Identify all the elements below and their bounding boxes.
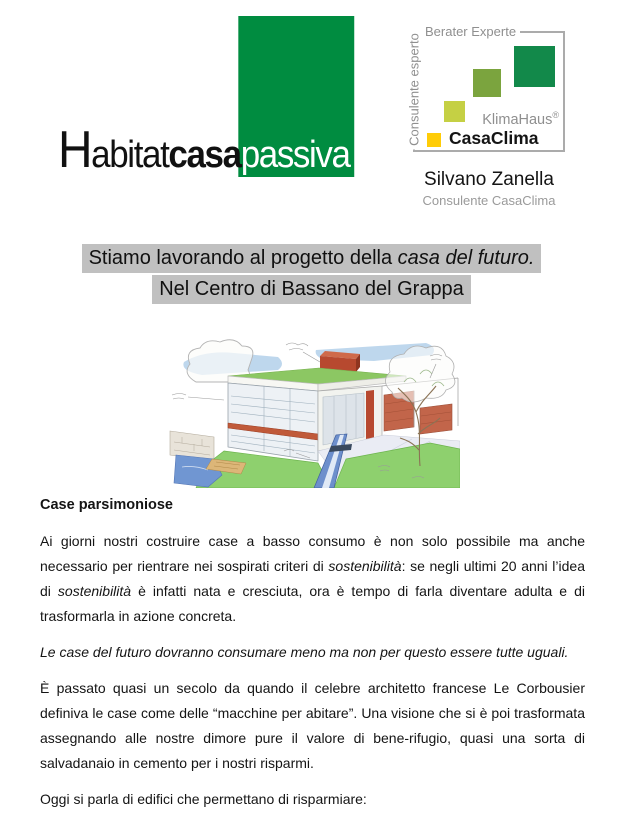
logo-part-casa: casa	[168, 134, 241, 176]
headline-line1-normal: Stiamo lavorando al progetto della	[88, 247, 398, 269]
consulente-esperto-label: Consulente esperto	[407, 30, 422, 150]
casaclima-wordmark: CasaClima	[449, 128, 539, 148]
habitatcasapassiva-logo	[58, 8, 388, 179]
habitatcasapassiva-wordmark	[58, 120, 350, 180]
registered-mark: ®	[552, 110, 559, 120]
paragraph-2: È passato quasi un secolo da quando il celebre architetto francese Le Corbousier definiva le case come delle “macchine per abitare”. Una visione che si è poi trasformata assegnando alle nostre dimore pure il valore di bene-rifugio, quasi una sorta di salvadanaio in cemento per i nostri risparmi.	[40, 680, 585, 771]
headline-line-2	[0, 278, 623, 301]
article-body	[40, 496, 585, 816]
step-square-yellowgreen	[444, 101, 465, 122]
paragraph-1	[40, 529, 585, 629]
step-square-yellow	[427, 133, 441, 147]
p1-italic-1: sostenibilità	[328, 558, 402, 574]
headline-line2-text: Nel Centro di Bassano del Grappa	[152, 275, 471, 304]
consultant-role: Consulente CasaClima	[422, 193, 556, 208]
headline-line1-italic: casa del futuro.	[397, 247, 535, 269]
headline	[0, 247, 623, 309]
section-heading: Case parsimoniose	[40, 497, 173, 513]
p1-italic-2: sostenibilità	[57, 583, 132, 599]
step-square-olivegreen	[473, 69, 501, 97]
logo-initial: H	[58, 121, 92, 179]
logo-part-passiva: passiva	[240, 134, 350, 176]
house-concept-sketch	[168, 338, 460, 488]
logo-part-habitat: abitat	[91, 134, 169, 176]
casaclima-expert-badge	[406, 24, 565, 152]
p1-text-1: Ai giorni nostri costruire case a basso consumo è non solo possibile ma anche necessario per rientrare nei sospirati criteri di	[40, 533, 585, 574]
p1-text-3: è infatti nata e cresciuta, ora è tempo di farla diventare adulta e di trasformarla in azione concreta.	[40, 583, 585, 624]
sketch-drawing	[168, 338, 460, 488]
paragraph-3: Oggi si parla di edifici che permettano di risparmiare:	[40, 791, 367, 807]
klimahaus-wordmark	[482, 110, 559, 128]
klimahaus-text: KlimaHaus	[482, 111, 553, 128]
consultant-name: Silvano Zanella	[424, 169, 554, 190]
headline-line-1	[0, 247, 623, 270]
p1-text-2: : se negli ultimi 20 anni l’idea di	[40, 558, 585, 599]
pull-quote: Le case del futuro dovranno consumare meno ma non per questo essere tutte uguali.	[40, 644, 569, 660]
berater-experte-label: Berater Experte	[421, 24, 520, 39]
consultant-signature	[400, 168, 578, 209]
step-square-darkgreen	[514, 46, 555, 87]
